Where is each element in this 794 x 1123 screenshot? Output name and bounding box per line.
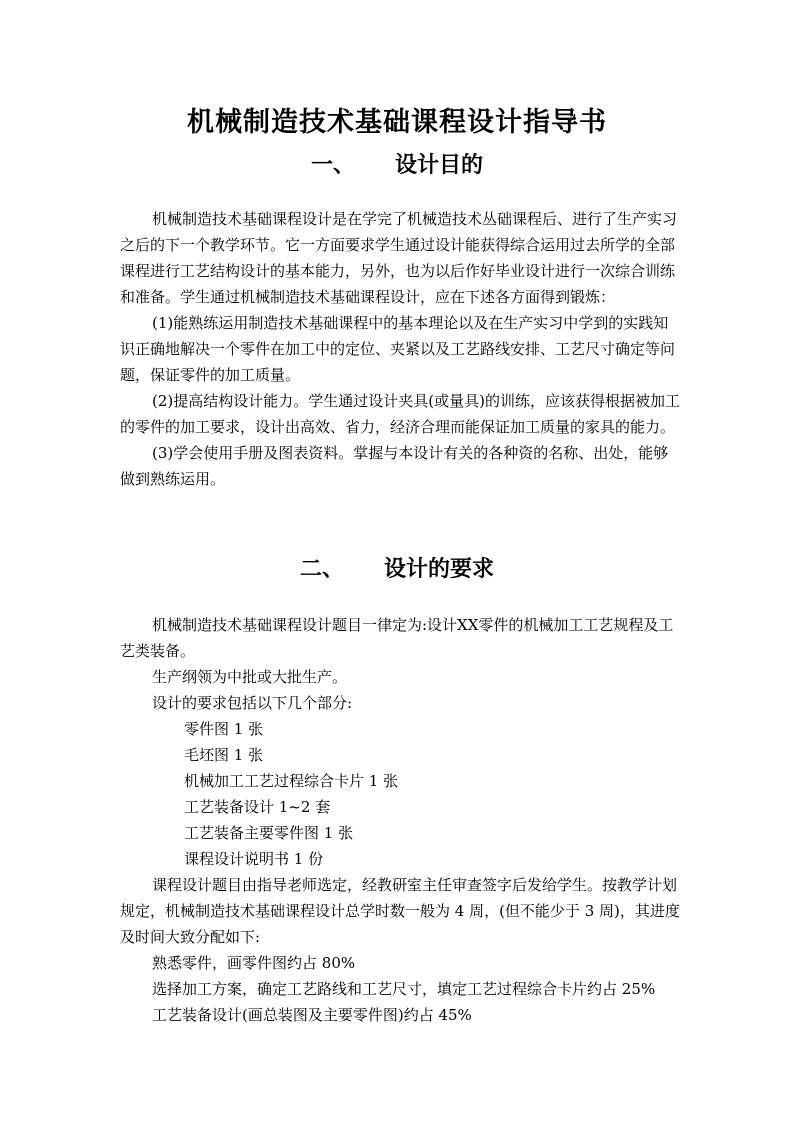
section-1-number: 一、 [310,152,355,178]
document-title: 机械制造技术基础课程设计指导书 [187,107,607,138]
requirement-item-6: 课程设计说明书 1 份 [184,850,324,868]
section-2-para-4: 课程设计题目由指导老师选定，经教研室主任审查签字后发给学生。按教学计划规定，机械制造技术基础课程设计总学时数一般为 4 周，(但不能少于 3 周)，其进度及时间大致分配如下: [120,876,680,946]
schedule-item-3: 工艺装备设计(画总装图及主要零件图)约占 45% [152,1006,472,1024]
requirement-item-3: 机械加工工艺过程综合卡片 1 张 [184,772,399,790]
requirement-item-1: 零件图 1 张 [184,720,264,738]
section-2-body [120,612,680,1028]
section-1-intro: 机械制造技术基础课程设计是在学完了机械造技术丛础课程后、进行了生产实习之后的下一个教学环节。它一方面要求学生通过设计能获得综合运用过去所学的全部课程进行工艺结构设计的基本能力，另外，也为以后作好毕业设计进行一次综合训练和准备。学生通过机械制造技术基础课程设计，应在下述各方面得到锻炼： [120,210,678,306]
section-1-item-1: (1)能熟练运用制造技术基础课程中的基本理论以及在生产实习中学到的实践知识正确地解决一个零件在加工中的定位、夹紧以及工艺路线安排、工艺尺寸确定等问题，保证零件的加工质量。 [120,314,676,384]
section-2-para-3: 设计的要求包括以下几个部分: [152,694,353,712]
section-1-body [120,206,680,492]
requirement-item-4: 工艺装备设计 1~2 套 [184,798,331,816]
section-2-heading [0,552,794,583]
section-1-item-2: (2)提高结构设计能力。学生通过设计夹具(或量具)的训练，应该获得根据被加工的零件的加工要求，设计出高效、省力，经济合理而能保证加工质量的家具的能力。 [120,392,680,436]
requirement-item-5: 工艺装备主要零件图 1 张 [184,824,354,842]
section-2-para-2: 生产纲领为中批或大批生产。 [152,668,348,686]
section-2-title: 设计的要求 [384,556,495,582]
section-2-para-1: 机械制造技术基础课程设计题目一律定为:设计XX零件的机械加工工艺规程及工艺类装备。 [120,616,674,660]
requirement-item-2: 毛坯图 1 张 [184,746,264,764]
section-1-title: 设计目的 [395,152,484,178]
section-1-item-3: (3)学会使用手册及图表资料。掌握与本设计有关的各种资的名称、出处，能够做到熟练运用。 [120,444,669,488]
schedule-item-1: 熟悉零件，画零件图约占 80% [152,954,356,972]
section-1-heading [0,148,794,179]
section-2-number: 二、 [299,556,344,582]
schedule-item-2: 选择加工方案，确定工艺路线和工艺尺寸，填定工艺过程综合卡片约占 25% [152,980,656,998]
